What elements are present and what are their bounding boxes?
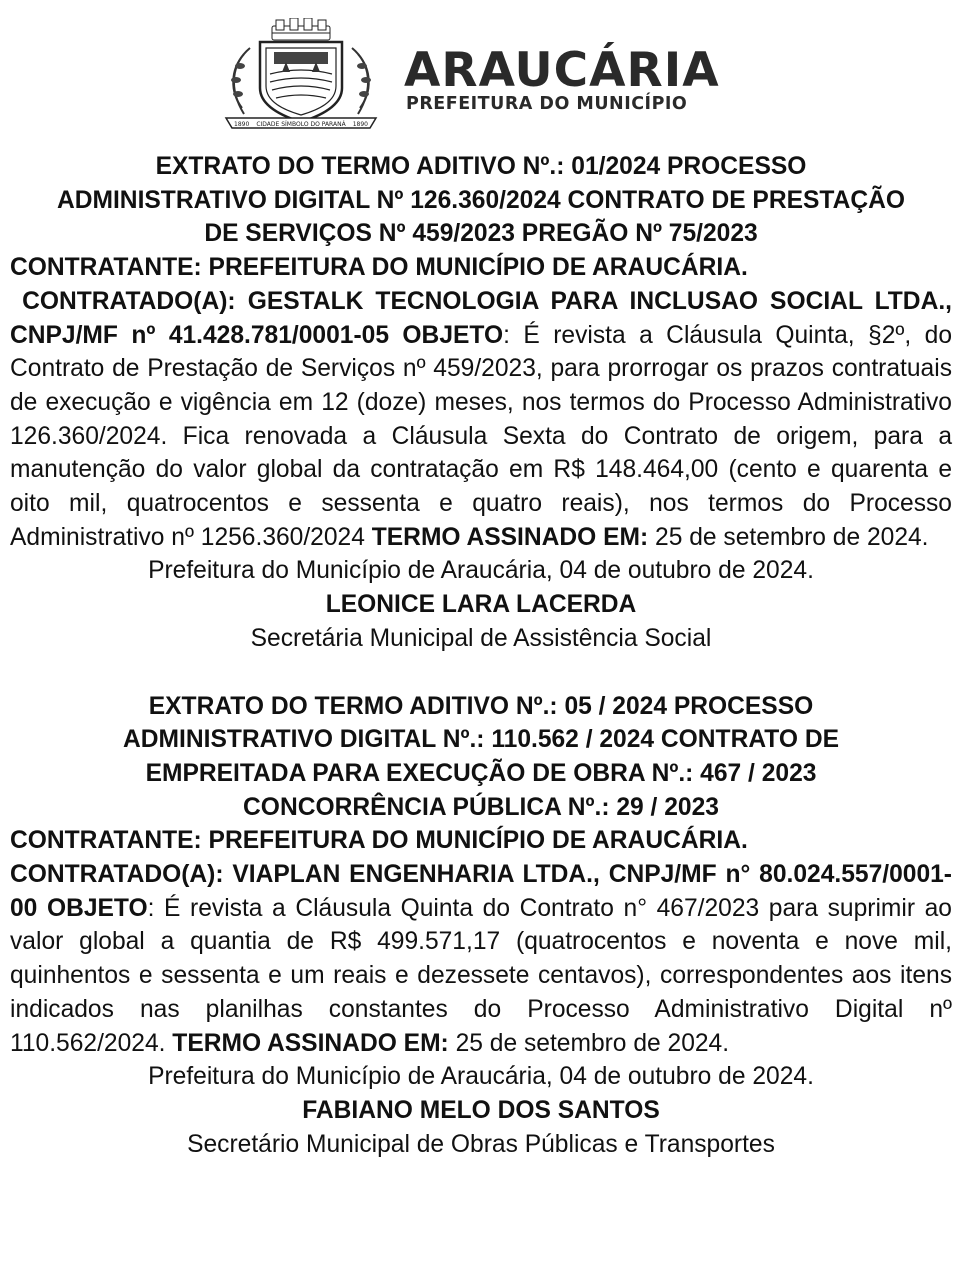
place-date: Prefeitura do Município de Araucária, 04 de outubro de 2024. <box>148 1063 814 1091</box>
brand-name: ARAUCÁRIA <box>404 43 720 98</box>
signer-role: Secretária Municipal de Assistência Social <box>250 624 712 652</box>
extract-text <box>10 824 952 1060</box>
extract-title: EXTRATO DO TERMO ADITIVO Nº.: 05 / 2024 PROCESSO ADMINISTRATIVO DIGITAL Nº.: 110.562 / 2024 CONTRATO DE EMPREITADA PARA EXECUÇÃO DE OBRA Nº.: 467 / 2023 CONCORRÊNCIA PÚBLICA Nº.: 29 / 2023 <box>123 692 839 821</box>
extract-section <box>10 150 952 656</box>
assinado-label: TERMO ASSINADO EM: <box>172 1029 449 1057</box>
brand-subtitle: PREFEITURA DO MUNICÍPIO <box>406 94 688 114</box>
contratado-line: CONTRATADO(A): VIAPLAN ENGENHARIA LTDA., CNPJ/MF n° 80.024.557/0001-00 OBJETO <box>10 861 952 922</box>
municipal-coat-of-arms-icon <box>220 18 382 136</box>
section-spacer <box>10 656 952 690</box>
extract-title: EXTRATO DO TERMO ADITIVO Nº.: 01/2024 PROCESSO ADMINISTRATIVO DIGITAL Nº 126.360/2024 CONTRATO DE PRESTAÇÃO DE SERVIÇOS Nº 459/2023 PREGÃO Nº 75/2023 <box>56 153 906 248</box>
document-body <box>10 150 952 1161</box>
extract-text <box>10 251 952 554</box>
assinado-date: 25 de setembro de 2024. <box>455 1029 730 1057</box>
signer-name: FABIANO MELO DOS SANTOS <box>302 1096 660 1124</box>
place-date: Prefeitura do Município de Araucária, 04 de outubro de 2024. <box>148 557 814 585</box>
page-header <box>0 14 966 132</box>
contratante-line: CONTRATANTE: PREFEITURA DO MUNICÍPIO DE ARAUCÁRIA. <box>10 254 748 282</box>
objeto-text: : É revista a Cláusula Quinta, §2º, do Contrato de Prestação de Serviços nº 459/2023, para prorrogar os prazos contratuais de execução e vigência em 12 (doze) meses, nos termos do Processo Administrativo 126.360/2024. Fica renovada a Cláusula Sexta do Contrato de origem, para a manutenção do valor global da contratação em R$ 148.464,00 (cento e quarenta e oito mil, quatrocentos e sessenta e quatro reais), nos termos do Processo Administrativo nº 1256.360/2024 <box>10 321 952 551</box>
crest-ribbon-left: 1890 <box>234 121 250 128</box>
contratante-line: CONTRATANTE: PREFEITURA DO MUNICÍPIO DE ARAUCÁRIA. <box>10 827 748 855</box>
assinado-date: 25 de setembro de 2024. <box>655 523 929 551</box>
signer-role: Secretário Municipal de Obras Públicas e Transportes <box>187 1130 775 1158</box>
contratado-line: CONTRATADO(A): GESTALK TECNOLOGIA PARA INCLUSAO SOCIAL LTDA., CNPJ/MF nº 41.428.781/0001-05 OBJETO <box>10 287 952 349</box>
brand-logo <box>404 43 720 114</box>
objeto-text: : É revista a Cláusula Quinta do Contrato n° 467/2023 para suprimir ao valor global a quantia de R$ 499.571,17 (quatrocentos e noventa e nove mil, quinhentos e sessenta e um reais e dezessete centavos), correspondentes aos itens indicados nas planilhas constantes do Processo Administrativo Digital nº 110.562/2024. <box>10 894 952 1057</box>
assinado-label: TERMO ASSINADO EM: <box>371 523 649 551</box>
crest-ribbon-motto: CIDADE SÍMBOLO DO PARANÁ <box>256 121 346 128</box>
extract-section <box>10 690 952 1162</box>
crest-ribbon-right: 1890 <box>352 121 368 128</box>
signer-name: LEONICE LARA LACERDA <box>325 591 637 619</box>
